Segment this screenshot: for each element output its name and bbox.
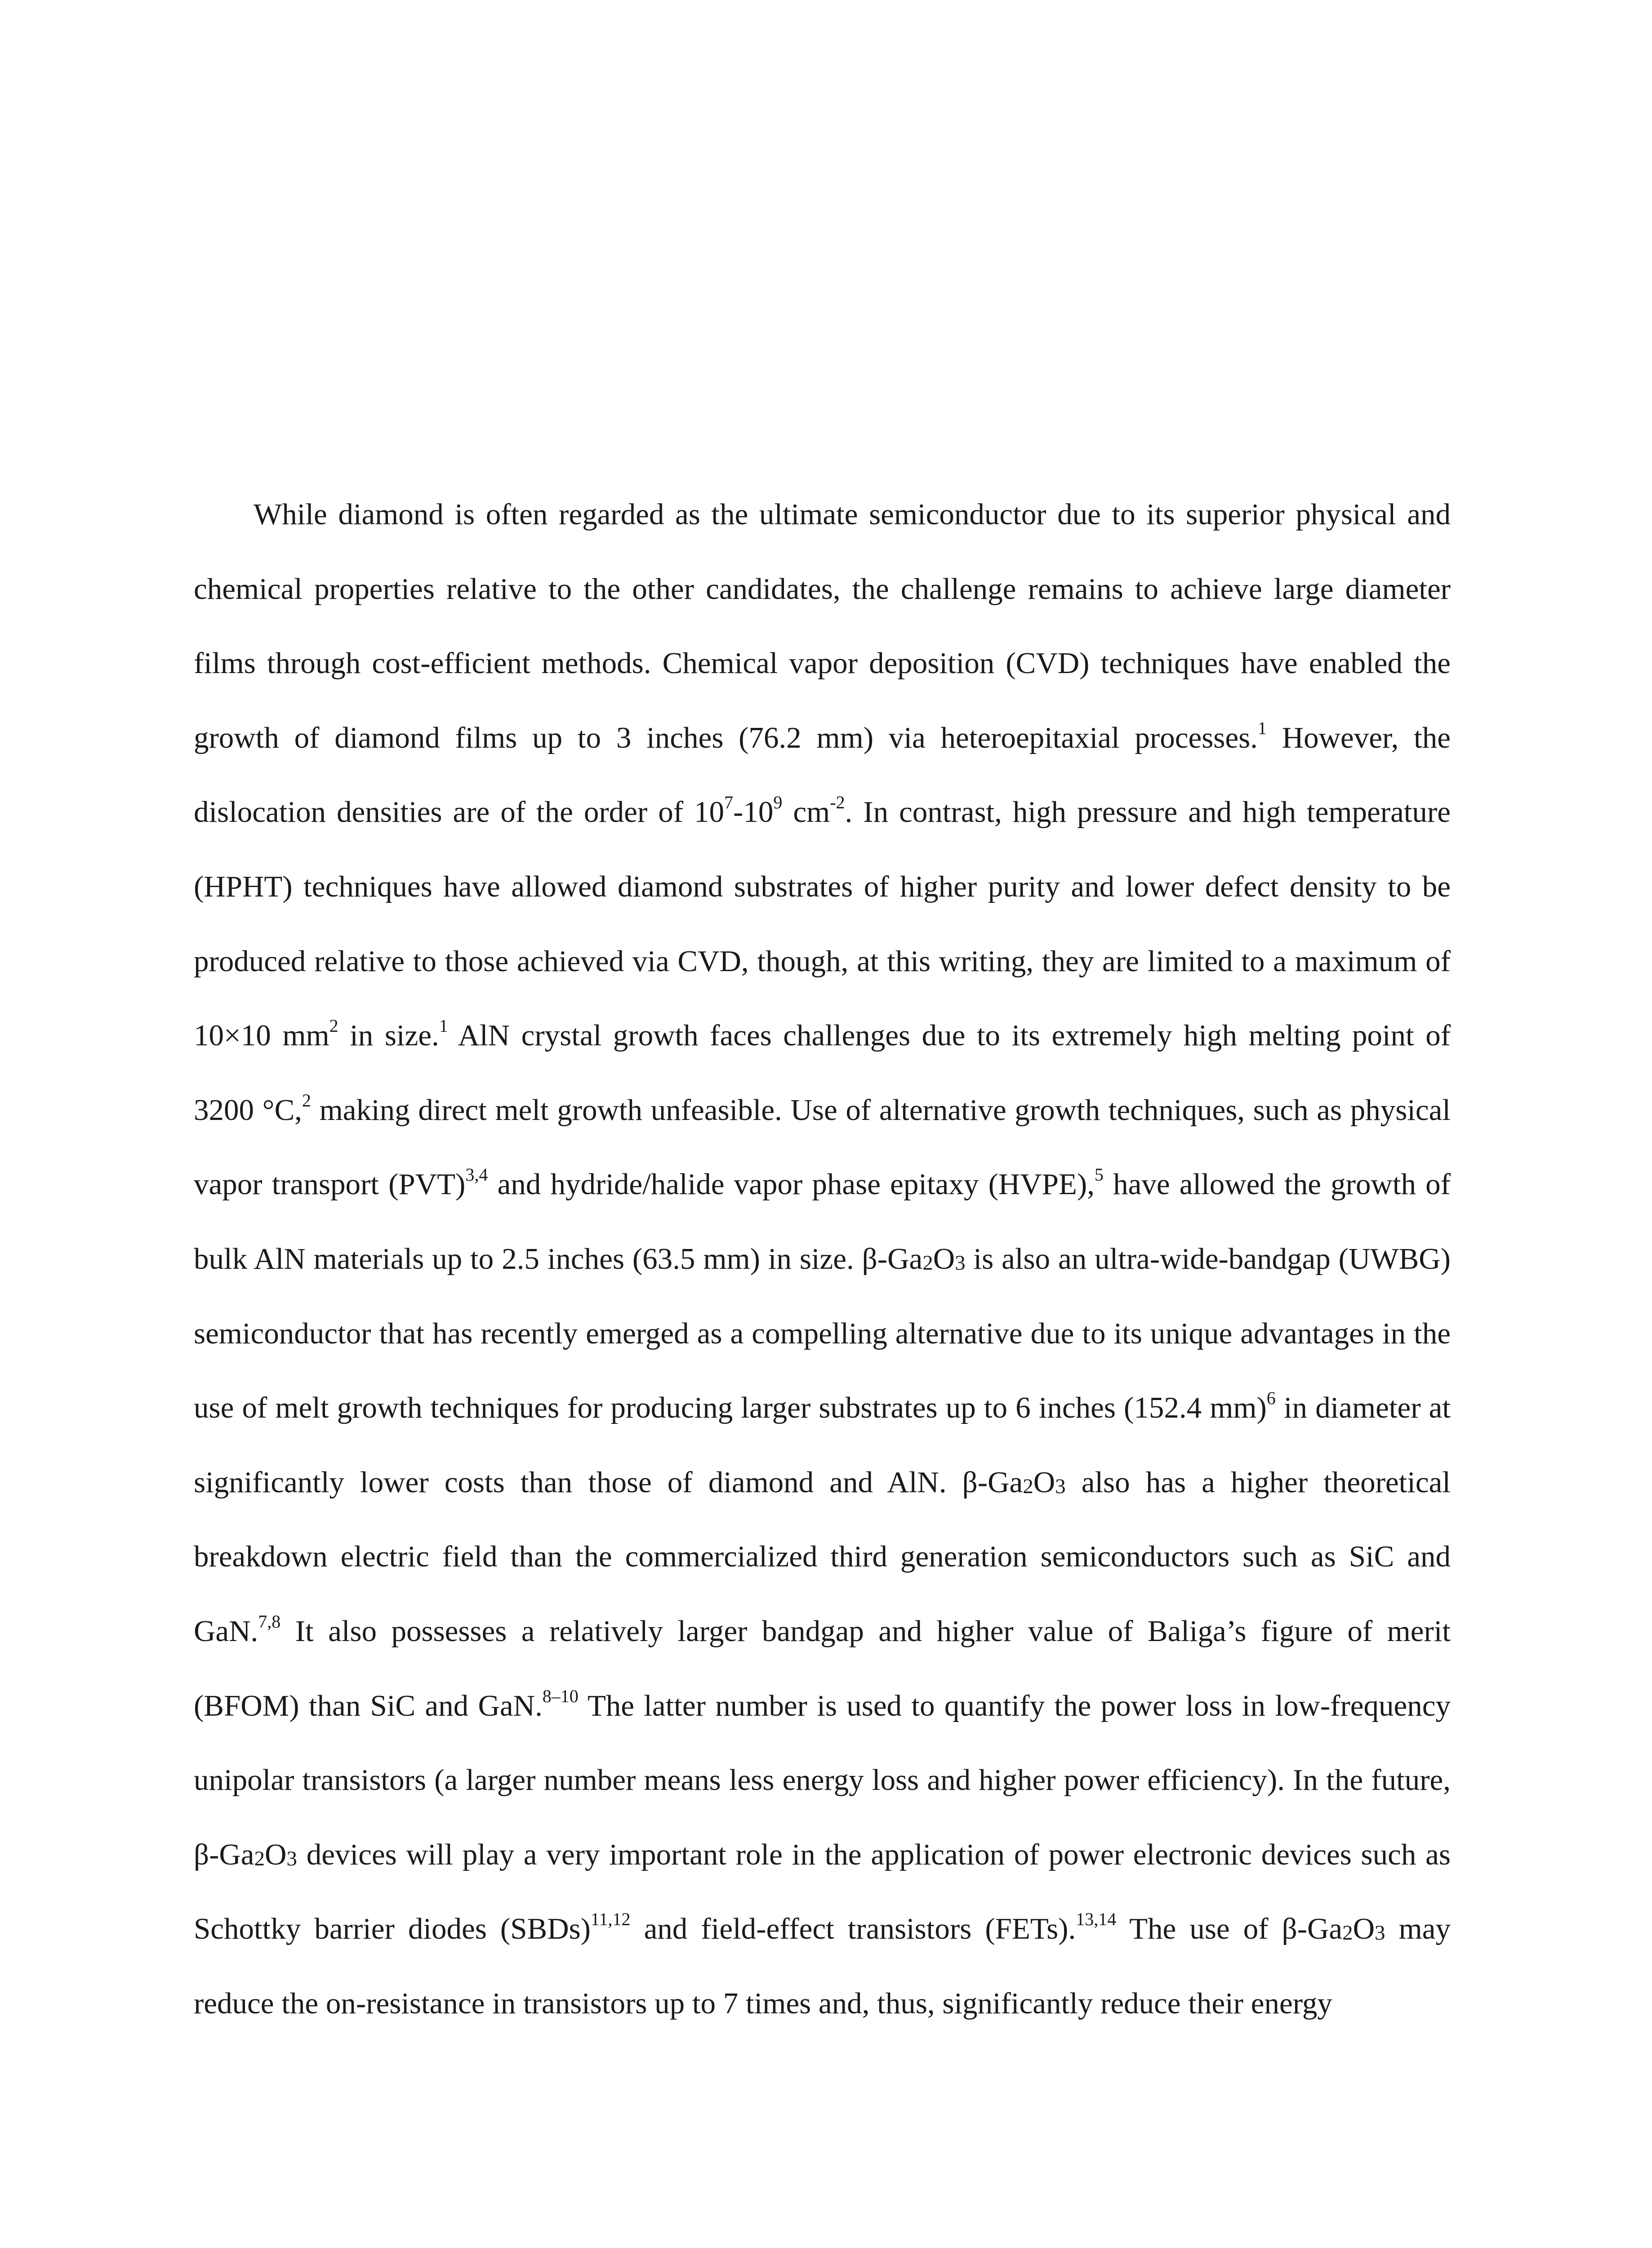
text-run: have allowed the growth of bulk AlN materials up to 2.5 inches (63.5 mm) in size. β-Ga [194, 1168, 1451, 1276]
citation-superscript: 2 [302, 1090, 311, 1111]
text-run: AlN crystal growth faces challenges due to its extremely high melting point of 3200 °C, [194, 1019, 1451, 1127]
citation-superscript: 8–10 [542, 1686, 579, 1706]
text-run: O [1353, 1912, 1375, 1946]
text-run: and hydride/halide vapor phase epitaxy (HVPE), [488, 1168, 1095, 1201]
citation-superscript: 7,8 [258, 1611, 281, 1632]
citation-superscript: 3,4 [465, 1164, 488, 1185]
text-run: The use of β-Ga [1116, 1912, 1343, 1946]
exponent-superscript: 9 [773, 792, 783, 813]
text-run: in size. [338, 1019, 439, 1053]
text-run: may reduce the on-resistance in transistors up to 7 times and, thus, significantly reduce their energy [194, 1912, 1451, 2020]
formula-subscript: 3 [286, 1847, 297, 1870]
text-run: also has a higher theoretical breakdown electric field than the commercialized third generation semiconductors such as SiC and GaN. [194, 1465, 1451, 1648]
text-run: -10 [733, 795, 774, 829]
formula-subscript: 3 [1055, 1474, 1066, 1498]
exponent-superscript: 2 [329, 1016, 338, 1036]
citation-superscript: 11,12 [590, 1909, 631, 1930]
text-run: The latter number is used to quantify the power loss in low-frequency unipolar transistors (a larger number means less energy loss and higher power efficiency). In the future, β-Ga [194, 1689, 1451, 1871]
formula-subscript: 2 [1023, 1474, 1033, 1498]
citation-superscript: 5 [1094, 1164, 1104, 1185]
text-run: O [1033, 1465, 1055, 1499]
text-run: O [933, 1242, 955, 1276]
citation-superscript: 1 [1257, 718, 1267, 738]
formula-subscript: 2 [1342, 1921, 1353, 1945]
text-run: devices will play a very important role in the application of power electronic devices such as Schottky barrier diodes (SBDs) [194, 1838, 1451, 1946]
citation-superscript: 1 [439, 1016, 448, 1036]
formula-subscript: 3 [1375, 1921, 1385, 1945]
formula-subscript: 2 [254, 1847, 265, 1870]
text-run: O [265, 1838, 287, 1871]
text-run: It also possesses a relatively larger bandgap and higher value of Baliga’s figure of merit (BFOM) than SiC and GaN. [194, 1614, 1451, 1722]
text-run: is also an ultra-wide-bandgap (UWBG) semiconductor that has recently emerged as a compelling alternative due to its unique advantages in the use of melt growth techniques for producing larger substrates up to 6 inches (152.4 mm) [194, 1242, 1451, 1425]
text-run: in diameter at significantly lower costs than those of diamond and AlN. β-Ga [194, 1391, 1451, 1499]
exponent-superscript: 7 [724, 792, 734, 813]
text-run: cm [782, 795, 830, 829]
text-run: . In contrast, high pressure and high temperature (HPHT) techniques have allowed diamond substrates of higher purity and lower defect density to be produced relative to those achieved via CVD, though, at this writing, they are limited to a maximum of 10×10 mm [194, 795, 1451, 1053]
formula-subscript: 3 [955, 1251, 966, 1275]
text-run: While diamond is often regarded as the ultimate semiconductor due to its superior physical and chemical properties relative to the other candidates, the challenge remains to achieve large diameter films through cost-efficient methods. Chemical vapor deposition (CVD) techniques have enabled the growth of diamond films up to 3 inches (76.2 mm) via heteroepitaxial processes. [194, 498, 1451, 754]
text-run: and field-effect transistors (FETs). [630, 1912, 1076, 1946]
citation-superscript: 13,14 [1076, 1909, 1117, 1930]
body-paragraph [194, 477, 1451, 2041]
text-run: making direct melt growth unfeasible. Use of alternative growth techniques, such as physical vapor transport (PVT) [194, 1093, 1451, 1201]
citation-superscript: 6 [1266, 1388, 1276, 1409]
formula-subscript: 2 [922, 1251, 933, 1275]
text-run: However, the dislocation densities are of the order of 10 [194, 721, 1451, 829]
exponent-superscript: -2 [830, 792, 845, 813]
